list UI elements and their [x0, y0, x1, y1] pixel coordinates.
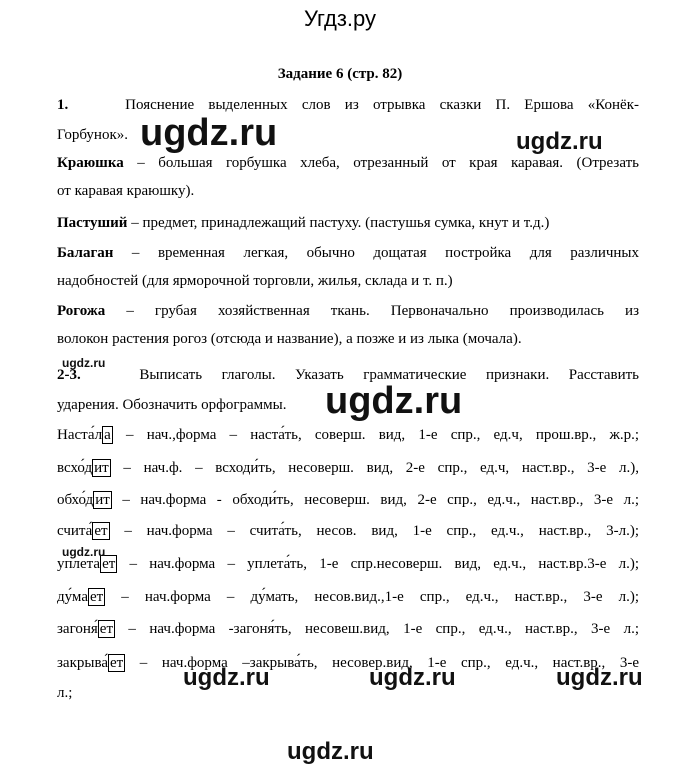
task1-line2: Горбунок».	[57, 127, 128, 143]
def-pastushiy-text: – предмет, принадлежащий пастуху. (пастушья сумка, кнут и т.д.)	[127, 215, 550, 231]
task1-text1: Пояснение выделенных слов из отрывка сказки П. Ершова «Конёк-	[125, 97, 639, 113]
watermark: ugdz.ru	[62, 545, 106, 559]
watermark: ugdz.ru	[62, 356, 106, 370]
task1-number: 1.	[57, 97, 69, 113]
verb-ending: ет	[94, 523, 108, 539]
page-heading: Задание 6 (стр. 82)	[277, 66, 403, 82]
def-krayushka-text: – большая горбушка хлеба, отрезанный от края каравая. (Отрезать	[123, 155, 639, 171]
verb-line	[57, 555, 639, 573]
verb-ending: ит	[95, 492, 110, 508]
def-krayushka-cont: от каравая краюшку).	[57, 183, 195, 199]
term-pastushiy: Пастуший	[57, 215, 128, 231]
verb-line	[57, 620, 639, 638]
def-rogozha-text: – грубая хозяйственная ткань. Первоначально производилась из	[105, 303, 639, 319]
verb-info: – нач.форма -загоня́ть, несовеш.вид, 1-е спр., ед.ч., наст.вр., 3-е л.;	[115, 621, 639, 637]
watermark: ugdz.ru	[140, 112, 278, 154]
task23-number: 2-3.	[57, 367, 81, 383]
verb-info: – нач.ф. – всходи́ть, несоверш. вид, 2-е спр., ед.ч, наст.вр., 3-е л.),	[110, 460, 639, 476]
def-balagan-cont: надобностей (для ярморочной торговли, жилья, склада и т. п.)	[57, 273, 453, 289]
verb-stem: Наста́л	[57, 427, 103, 443]
verb-stem: ду́ма	[57, 589, 88, 605]
verb-info: – нач.,форма – наста́ть, соверш. вид, 1-е спр., ед.ч, прош.вр., ж.р.;	[112, 427, 639, 443]
verb-stem: всхо́д	[57, 460, 93, 476]
term-rogozha: Рогожа	[57, 303, 106, 319]
verb-ending: ет	[102, 556, 116, 572]
verb-stem: обхо́д	[57, 492, 94, 508]
verb-info: – нач.форма – счита́ть, несов. вид, 1-е спр., ед.ч., наст.вр., 3-л.);	[109, 523, 639, 539]
watermark: ugdz.ru	[556, 664, 643, 691]
verb-info: – нач.форма – уплета́ть, 1-е спр.несоверш. вид, ед.ч., наст.вр.3-е л.);	[117, 556, 639, 572]
def-rogozha-cont: волокон растения рогоз (отсюда и название), а позже и из лыка (мочала).	[57, 331, 522, 347]
verb-stem: загоня́	[57, 621, 98, 637]
verb-stem: счита́	[57, 523, 93, 539]
def-pastushiy	[57, 214, 639, 232]
def-rogozha	[57, 302, 639, 320]
verb-info: – нач.форма – ду́мать, несов.вид.,1-е спр., ед.ч., наст.вр., 3-е л.);	[105, 589, 639, 605]
verb-ending: ет	[99, 621, 114, 637]
term-balagan: Балаган	[57, 245, 114, 261]
verb-ending: а	[104, 427, 111, 443]
verb-line	[57, 588, 639, 606]
verb-ending: ет	[110, 655, 124, 671]
verb-info: – нач.форма - обходи́ть, несоверш. вид, 2-е спр., ед.ч., наст.вр., 3-е л.;	[111, 492, 639, 508]
def-balagan-text: – временная легкая, обычно дощатая постройка для различных	[113, 245, 639, 261]
watermark: ugdz.ru	[325, 380, 463, 422]
term-krayushka: Краюшка	[57, 155, 124, 171]
def-krayushka	[57, 154, 639, 172]
last-line: л.;	[57, 685, 73, 701]
task23-text1: Выписать глаголы. Указать грамматические признаки. Расставить	[139, 367, 639, 383]
verb-stem: уплета	[57, 556, 101, 572]
watermark: ugdz.ru	[183, 664, 270, 691]
verb-ending: ет	[89, 589, 104, 605]
verb-ending: ит	[94, 460, 109, 476]
verb-line	[57, 654, 639, 672]
watermark: ugdz.ru	[287, 738, 374, 765]
verb-line	[57, 522, 639, 540]
watermark: ugdz.ru	[369, 664, 456, 691]
def-balagan	[57, 244, 639, 262]
verb-line	[57, 459, 639, 477]
verb-stem: закрыва́	[57, 655, 108, 671]
verb-line	[57, 426, 639, 444]
task23-line2: ударения. Обозначить орфограммы.	[57, 397, 287, 413]
watermark: ugdz.ru	[516, 128, 603, 155]
verb-line	[57, 491, 639, 509]
verb-info: – нач.форма –закрыва́ть, несовер.вид, 1-е спр., ед.ч., наст.вр., 3-е	[125, 655, 639, 671]
site-title: Угдз.ру	[303, 6, 377, 31]
